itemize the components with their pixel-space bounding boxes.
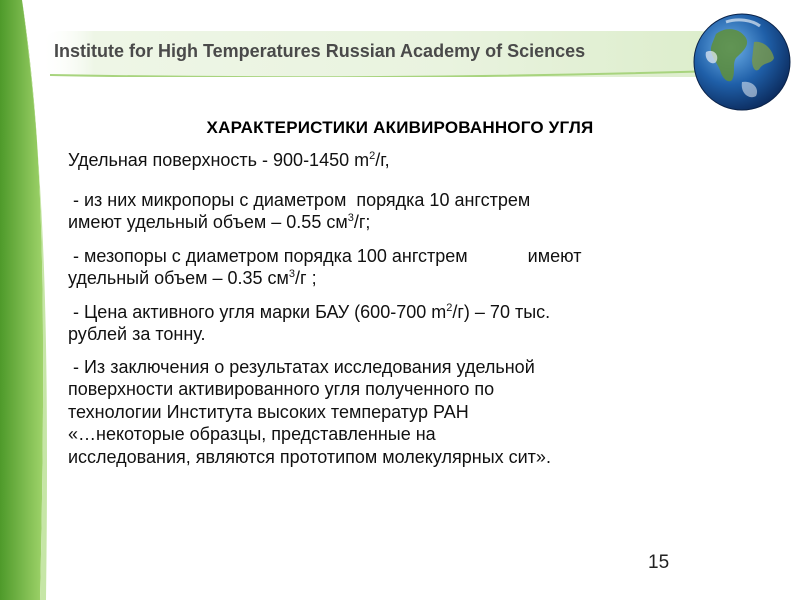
paragraph-price: - Цена активного угля марки БАУ (600-700 $m^2/г) - 70$ тыс. рублей за тонну. [68, 301, 551, 344]
paragraph-mesopores: - мезопоры с диаметром порядка 100 ангстрем имеют удельный объем – 0.35 $см^3/г$ ; [68, 245, 582, 288]
earth-globe-icon [686, 12, 798, 112]
slide-title: ХАРАКТЕРИСТИКИ АКИВИРОВАННОГО УГЛЯ [206, 118, 594, 137]
page-number: 15 [648, 552, 670, 573]
paragraph-surface-area: Удельная поверхность - 900-1450 $m^2/г$, [68, 150, 390, 170]
slide-body [68, 149, 692, 476]
left-green-swoosh [0, 0, 60, 600]
header-title: Institute for High Temperatures Russian Academy of Sciences [54, 41, 586, 61]
paragraph-conclusion-quote: - Из заключения о результатах исследования удельной поверхности активированного угля полученного по технологии Института высоких температур РАН «…некоторые образцы, представленные на исследования, являются прототипом молекулярных сит». [68, 356, 551, 467]
paragraph-micropores: - из них микропоры с диаметром порядка 10 ангстрем имеют удельный объем – 0.55 $см^3/г$; [68, 189, 531, 232]
